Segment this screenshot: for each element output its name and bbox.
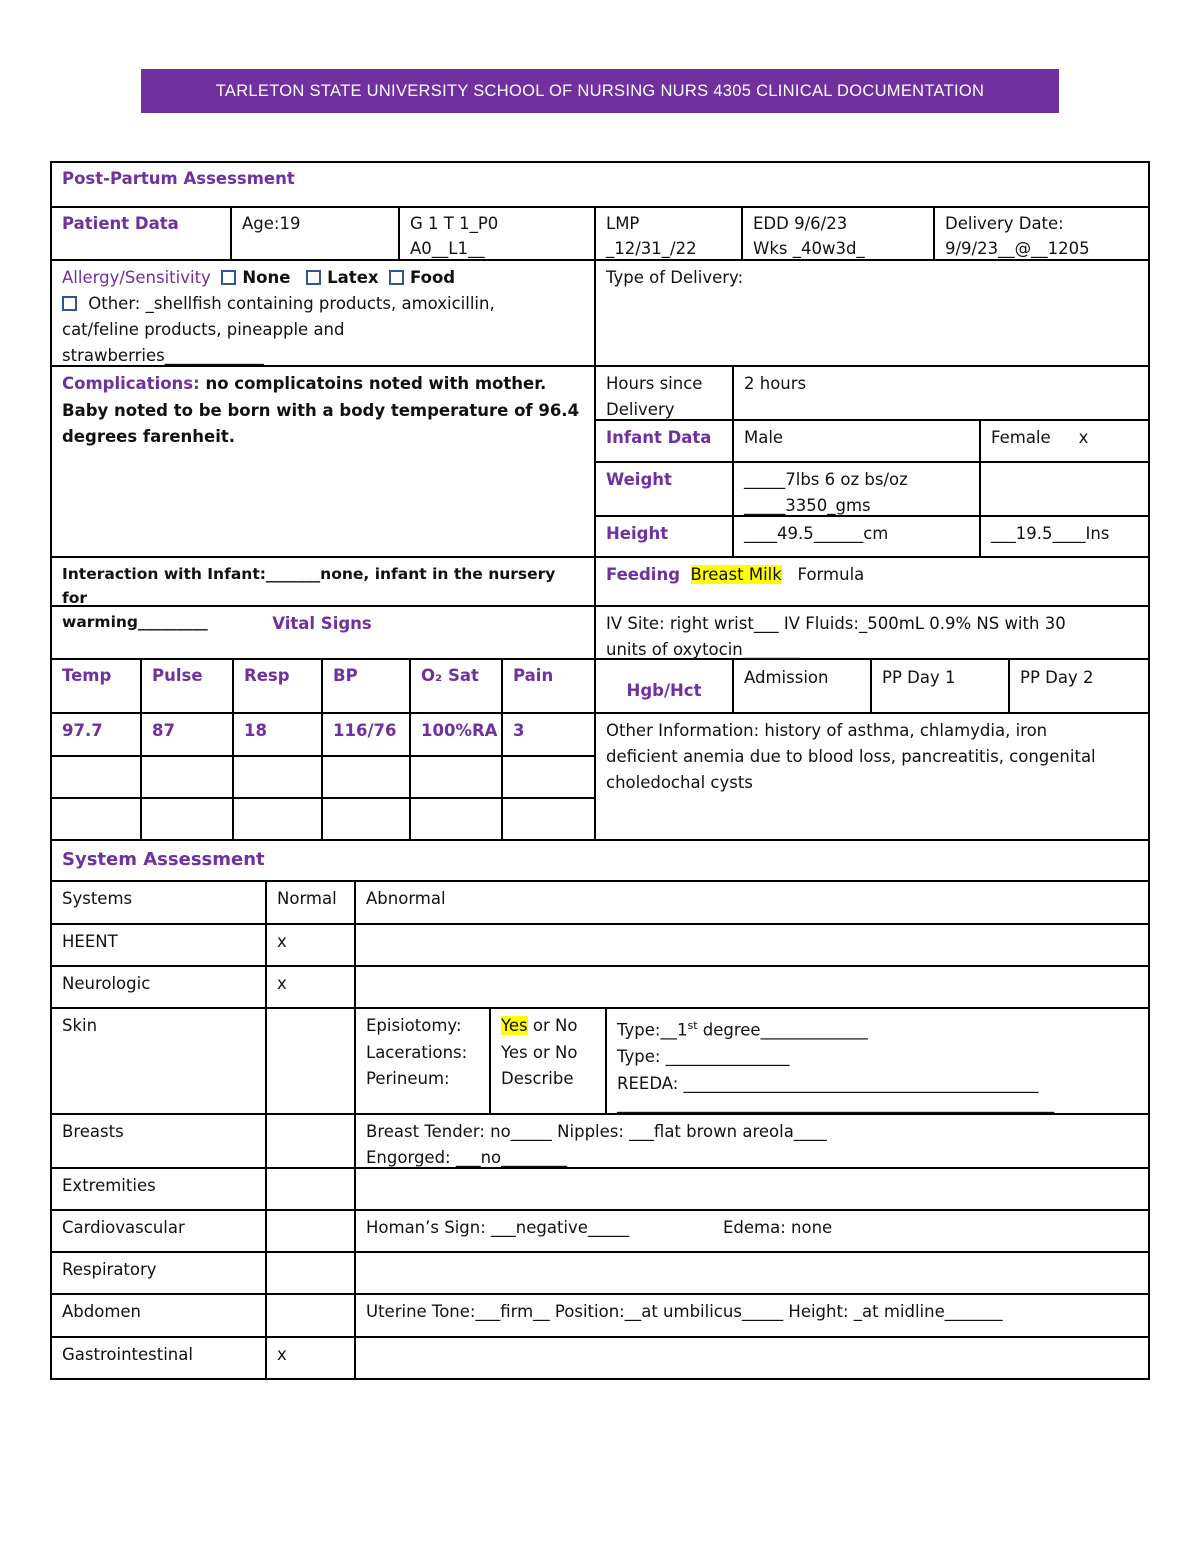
col-normal-header: Normal	[277, 889, 337, 908]
edd-value: EDD 9/6/23	[753, 214, 848, 233]
vitals-header-o2: O₂ Sat	[421, 666, 479, 685]
hours-since-line2: Delivery	[606, 400, 675, 419]
lacerations-label: Lacerations:	[366, 1042, 468, 1062]
other-info-line3: choledochal cysts	[606, 773, 753, 792]
vitals-resp-value: 18	[244, 721, 267, 740]
infant-female	[981, 421, 1098, 455]
episiotomy-yes: Yes	[501, 1016, 528, 1035]
hgb-pp-day1: PP Day 1	[882, 668, 956, 687]
perineum-describe: Describe	[501, 1069, 574, 1088]
patient-data-label: Patient Data	[62, 214, 179, 233]
episiotomy-or-no: or No	[527, 1016, 578, 1035]
vitals-o2-value: 100%RA	[421, 721, 498, 740]
lmp-value: _12/31_/22	[606, 239, 697, 258]
edd-field	[743, 207, 875, 265]
iv-line1: IV Site: right wrist___ IV Fluids:_500mL 0.9% NS with 30	[606, 614, 1066, 633]
gi-normal-mark: x	[277, 1345, 287, 1364]
vitals-header-temp: Temp	[62, 666, 112, 685]
food-checkbox[interactable]	[389, 270, 404, 285]
weight-gms: _____3350_gms	[744, 496, 871, 515]
breast-line1: Breast Tender: no_____ Nipples: ___flat brown areola____	[366, 1122, 827, 1141]
vitals-header-resp: Resp	[244, 666, 290, 685]
infant-male: Male	[744, 428, 784, 447]
infant-female-mark: x	[1078, 428, 1089, 447]
reeda-line2: _____________________________________________________	[617, 1094, 1055, 1113]
weeks-value: Wks _40w3d_	[753, 239, 865, 258]
feeding-cell	[596, 558, 874, 592]
hgb-pp-day2: PP Day 2	[1020, 668, 1094, 687]
hgb-admission: Admission	[744, 668, 829, 687]
other-checkbox[interactable]	[62, 296, 77, 311]
system-extremities: Extremities	[62, 1176, 156, 1195]
none-label: None	[242, 268, 291, 287]
height-ins: ___19.5____Ins	[991, 524, 1110, 543]
iv-line2: units of oxytocin_______	[606, 640, 801, 659]
vitals-pulse-value: 87	[152, 721, 175, 740]
other-info-line1: Other Information: history of asthma, chlamydia, iron	[606, 721, 1048, 740]
delivery-date-label: Delivery Date:	[945, 214, 1064, 233]
iv-cell	[596, 607, 1148, 667]
hours-since-label	[596, 367, 712, 427]
system-breasts: Breasts	[62, 1122, 124, 1141]
vitals-bp-value: 116/76	[333, 721, 397, 740]
allergy-other-line3: strawberries____________	[62, 346, 264, 365]
vitals-temp-value: 97.7	[62, 721, 103, 740]
none-checkbox[interactable]	[221, 270, 236, 285]
complications-label: Complications:	[62, 374, 200, 393]
infant-data-label: Infant Data	[606, 428, 712, 447]
system-neurologic: Neurologic	[62, 974, 151, 993]
skin-labels	[356, 1009, 477, 1097]
feeding-formula: Formula	[797, 565, 865, 584]
complications-text3: degrees farenheit.	[62, 427, 236, 446]
abdomen-findings: Uterine Tone:___firm__ Position:__at umbilicus_____ Height: _at midline_______	[366, 1302, 1003, 1321]
homans-sign: Homan’s Sign: ___negative_____	[366, 1218, 630, 1237]
allergy-other-line1: Other: _shellfish containing products, amoxicillin,	[88, 294, 495, 313]
latex-label: Latex	[327, 268, 379, 287]
skin-answers	[491, 1009, 587, 1097]
neuro-normal-mark: x	[277, 974, 287, 993]
infant-female-label: Female	[991, 428, 1051, 447]
height-label: Height	[606, 524, 669, 543]
latex-checkbox[interactable]	[306, 270, 321, 285]
laceration-type: Type: _______________	[617, 1047, 790, 1066]
system-respiratory: Respiratory	[62, 1260, 157, 1279]
col-systems-header: Systems	[62, 889, 133, 908]
hours-since-value: 2 hours	[744, 374, 807, 393]
episiotomy-label: Episiotomy:	[366, 1016, 462, 1035]
type-of-delivery-label: Type of Delivery:	[606, 268, 744, 287]
feeding-breast-milk: Breast Milk	[690, 565, 782, 584]
col-abnormal-header: Abnormal	[366, 889, 446, 908]
vitals-header-pulse: Pulse	[152, 666, 203, 685]
system-abdomen: Abdomen	[62, 1302, 142, 1321]
feeding-label: Feeding	[606, 565, 681, 584]
lacerations-yes-or-no: Yes or No	[501, 1042, 578, 1062]
edema: Edema: none	[723, 1218, 833, 1237]
age-field: Age:19	[242, 214, 301, 233]
complications-cell	[52, 367, 592, 455]
complications-text1: no complicatoins noted with mother.	[199, 374, 547, 393]
interaction-line2: warming_________	[62, 613, 208, 631]
delivery-date-field	[935, 207, 1100, 265]
lmp-label: LMP	[606, 214, 640, 233]
interaction-line1: Interaction with Infant:_______none, infant in the nursery for	[62, 565, 556, 607]
gtpal-line2: A0__L1__	[410, 239, 485, 258]
vitals-header-pain: Pain	[513, 666, 554, 685]
gtpal-line1: G 1 T 1_P0	[410, 214, 499, 233]
breasts-abnormal	[356, 1115, 837, 1175]
episiotomy-type-b: degree_____________	[697, 1020, 868, 1040]
breast-line2: Engorged: ___no________	[366, 1148, 568, 1167]
document-banner: TARLETON STATE UNIVERSITY SCHOOL OF NURSING NURS 4305 CLINICAL DOCUMENTATION	[141, 69, 1059, 113]
vitals-pain-value: 3	[513, 721, 525, 740]
allergy-other-line2: cat/feline products, pineapple and	[62, 320, 345, 339]
other-information-cell	[596, 714, 1148, 800]
complications-text2: Baby noted to be born with a body temperature of 96.4	[62, 400, 580, 420]
height-cm: ____49.5______cm	[744, 524, 889, 543]
system-skin: Skin	[62, 1016, 98, 1035]
allergy-label: Allergy/Sensitivity	[62, 268, 211, 287]
delivery-date-value: 9/9/23__@__1205	[945, 239, 1090, 258]
vital-signs-title: Vital Signs	[272, 614, 372, 633]
perineum-label: Perineum:	[366, 1069, 450, 1088]
system-gastrointestinal: Gastrointestinal	[62, 1345, 193, 1364]
weight-lbs: _____7lbs 6 oz bs/oz	[744, 470, 908, 489]
system-assessment-title: System Assessment	[62, 849, 265, 870]
system-cardiovascular: Cardiovascular	[62, 1218, 185, 1237]
episiotomy-type-a: Type:__1	[617, 1020, 688, 1040]
system-heent: HEENT	[62, 932, 118, 951]
weight-value	[734, 463, 918, 523]
lmp-field	[596, 207, 707, 265]
hours-since-line1: Hours since	[606, 374, 703, 393]
episiotomy-type-sup: st	[687, 1019, 698, 1032]
section-title: Post-Partum Assessment	[62, 169, 295, 188]
heent-normal-mark: x	[277, 932, 287, 951]
skin-types	[607, 1009, 1148, 1115]
allergy-cell	[52, 261, 592, 373]
weight-label: Weight	[606, 470, 672, 489]
food-label: Food	[410, 268, 456, 287]
reeda-line: REEDA: ___________________________________________	[617, 1073, 1039, 1093]
vitals-header-bp: BP	[333, 666, 358, 685]
other-info-line2: deficient anemia due to blood loss, pancreatitis, congenital	[606, 747, 1096, 766]
hgb-hct-label: Hgb/Hct	[626, 681, 702, 700]
gtpal-field	[400, 207, 508, 265]
